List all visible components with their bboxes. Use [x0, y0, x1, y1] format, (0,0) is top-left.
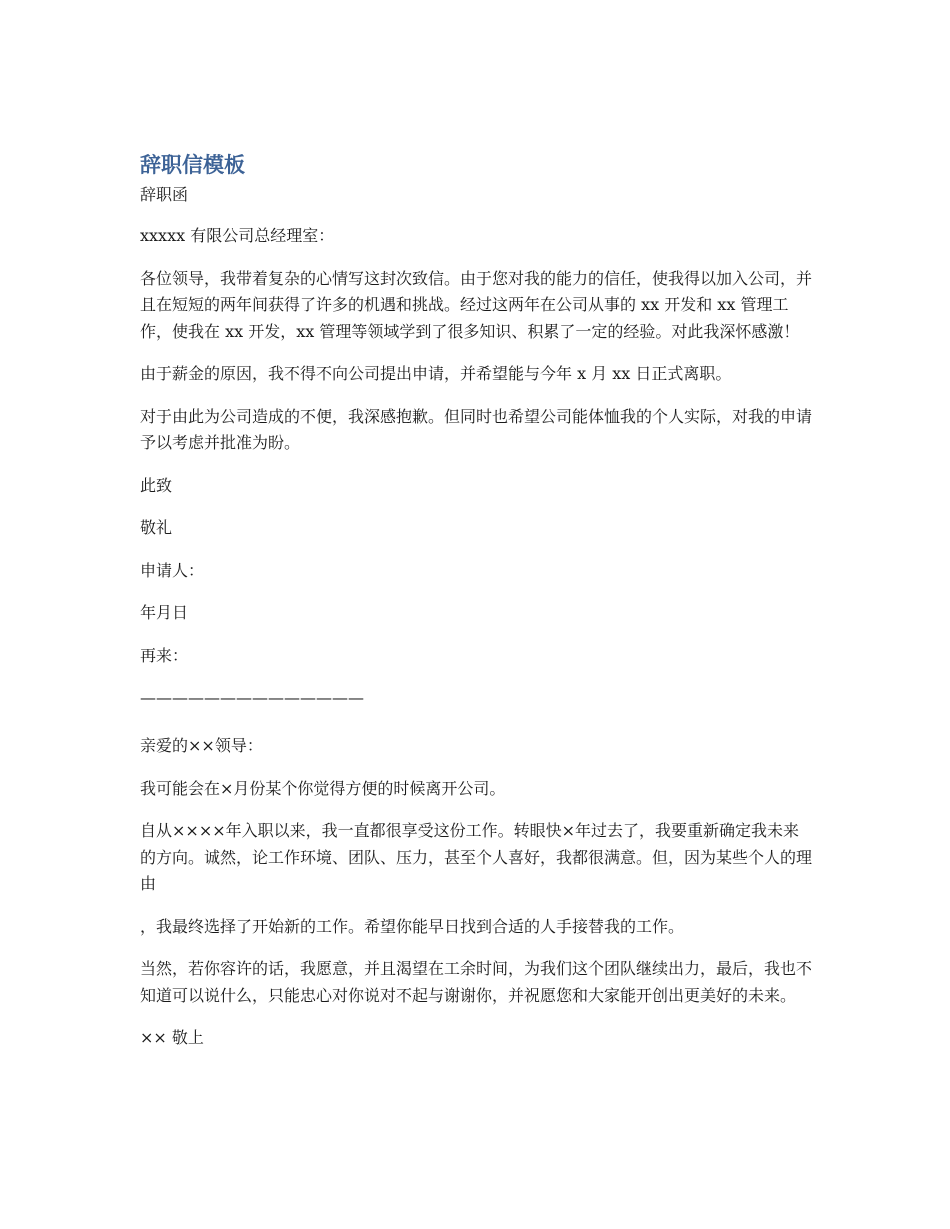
body-paragraph: 由于薪金的原因，我不得不向公司提出申请，并希望能与今年 x 月 xx 日正式离职。: [140, 364, 732, 383]
document-page: [140, 148, 812, 1068]
separator-line: ——————————————: [140, 688, 364, 707]
body-paragraph: 当然，若你容许的话，我愿意，并且渴望在工余时间，为我们这个团队继续出力，最后，我也不知道可以说什么，只能忠心对你说对不起与谢谢你，并祝愿您和大家能开创出更美好的未来。: [140, 959, 813, 1005]
date-line: 年月日: [140, 603, 189, 622]
body-paragraph: 自从××××年入职以来，我一直都很享受这份工作。转眼快×年过去了，我要重新确定我未来的方向。诚然，论工作环境、团队、压力，甚至个人喜好，我都很满意。但，因为某些个人的理由: [140, 821, 813, 893]
body-paragraph: ，我最终选择了开始新的工作。希望你能早日找到合适的人手接替我的工作。: [140, 916, 685, 936]
body-paragraph: 对于由此为公司造成的不便，我深感抱歉。但同时也希望公司能体恤我的个人实际，对我的申请予以考虑并批准为盼。: [140, 406, 813, 452]
another-sample-label: 再来：: [140, 645, 189, 665]
signature-line: ×× 敬上: [140, 1028, 204, 1047]
document-subtitle: 辞职函: [140, 185, 189, 204]
applicant-line: 申请人：: [140, 560, 205, 580]
document-title: 辞职信模板: [140, 153, 245, 177]
body-paragraph: 各位领导，我带着复杂的心情写这封次致信。由于您对我的能力的信任，使我得以加入公司，并且在短短的两年间获得了许多的机遇和挑战。经过这两年在公司从事的 xx 开发和 xx 管理工作，使我在 xx 开发，xx 管理等领域学到了很多知识、积累了一定的经验。对此我深怀感激！: [140, 268, 813, 341]
salutation-leader: 亲爱的××领导：: [140, 736, 263, 755]
closing-line: 敬礼: [140, 518, 173, 537]
salutation-company: xxxxx 有限公司总经理室：: [140, 226, 335, 245]
closing-line: 此致: [140, 475, 173, 495]
body-paragraph: 我可能会在×月份某个你觉得方便的时候离开公司。: [140, 778, 506, 798]
